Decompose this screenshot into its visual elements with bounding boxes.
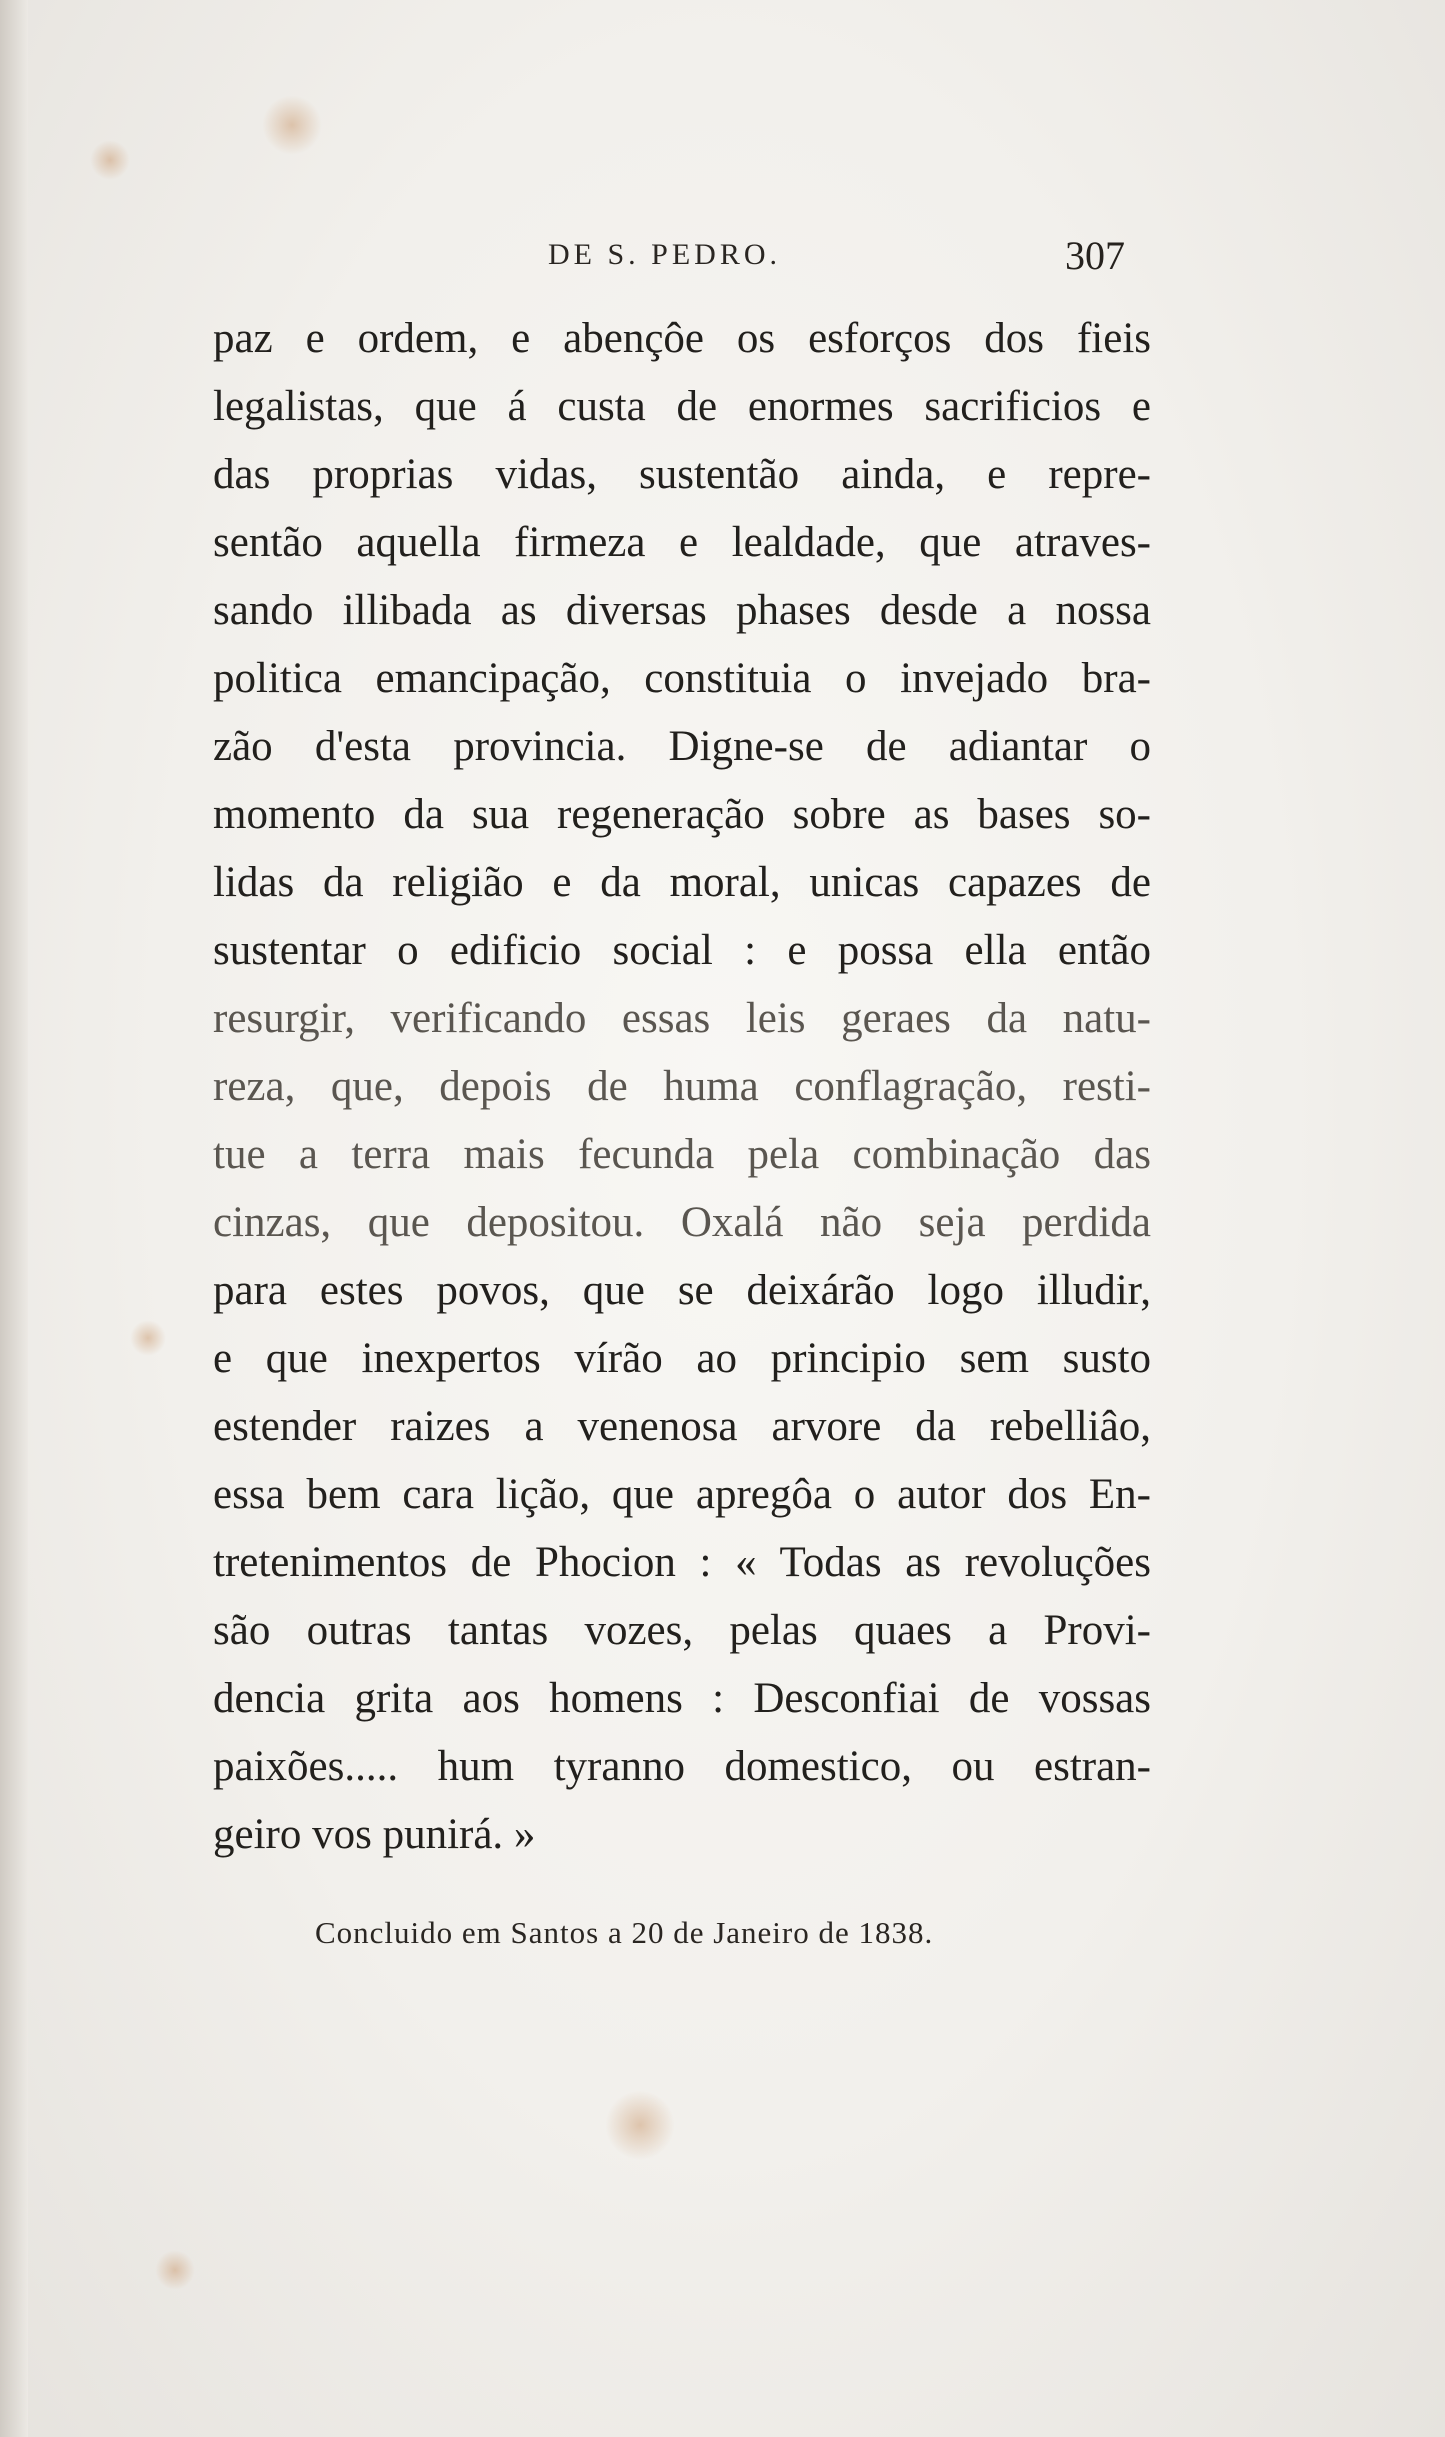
page-number: 307	[1065, 233, 1125, 278]
text-line: das proprias vidas, sustentão ainda, e repre-	[213, 451, 1151, 498]
text-line: momento da sua regeneração sobre as bases so-	[213, 791, 1151, 838]
text-line: sando illibada as diversas phases desde a nossa	[213, 587, 1151, 634]
text-line: zão d'esta provincia. Digne-se de adiantar o	[213, 723, 1151, 770]
text-line: cinzas, que depositou. Oxalá não seja perdida	[213, 1199, 1151, 1246]
text-line: resurgir, verificando essas leis geraes da natu-	[213, 995, 1151, 1042]
text-line: sustentar o edificio social : e possa ella então	[213, 927, 1151, 974]
foxing-spot	[155, 2250, 195, 2290]
body-text	[213, 305, 1151, 1869]
foxing-spot	[605, 2090, 675, 2160]
text-line: e que inexpertos vírão ao principio sem susto	[213, 1335, 1151, 1382]
foxing-spot	[130, 1320, 166, 1356]
text-line: essa bem cara lição, que apregôa o autor dos En-	[213, 1471, 1151, 1518]
text-line: dencia grita aos homens : Desconfiai de vossas	[213, 1675, 1151, 1722]
text-line: politica emancipação, constituia o invejado bra-	[213, 655, 1151, 702]
foxing-spot	[262, 95, 322, 155]
text-line: lidas da religião e da moral, unicas capazes de	[213, 859, 1151, 906]
text-line: reza, que, depois de huma conflagração, resti-	[213, 1063, 1151, 1110]
text-line: para estes povos, que se deixárão logo illudir,	[213, 1267, 1151, 1314]
foxing-spot	[90, 140, 130, 180]
text-line: paz e ordem, e abençôe os esforços dos fieis	[213, 315, 1151, 362]
text-line: são outras tantas vozes, pelas quaes a Provi-	[213, 1607, 1151, 1654]
text-line: paixões..... hum tyranno domestico, ou estran-	[213, 1743, 1151, 1790]
running-head: DE S. PEDRO.	[548, 238, 782, 271]
text-line: tue a terra mais fecunda pela combinação das	[213, 1131, 1151, 1178]
text-line: sentão aquella firmeza e lealdade, que atraves-	[213, 519, 1151, 566]
text-line: legalistas, que á custa de enormes sacrificios e	[213, 383, 1151, 430]
text-line: tretenimentos de Phocion : « Todas as revoluções	[213, 1539, 1151, 1586]
text-line: geiro vos punirá. »	[213, 1811, 536, 1858]
page-gutter	[0, 0, 28, 2437]
text-line: estender raizes a venenosa arvore da rebelliâo,	[213, 1403, 1151, 1450]
closing-line: Concluido em Santos a 20 de Janeiro de 1838.	[315, 1915, 934, 1950]
